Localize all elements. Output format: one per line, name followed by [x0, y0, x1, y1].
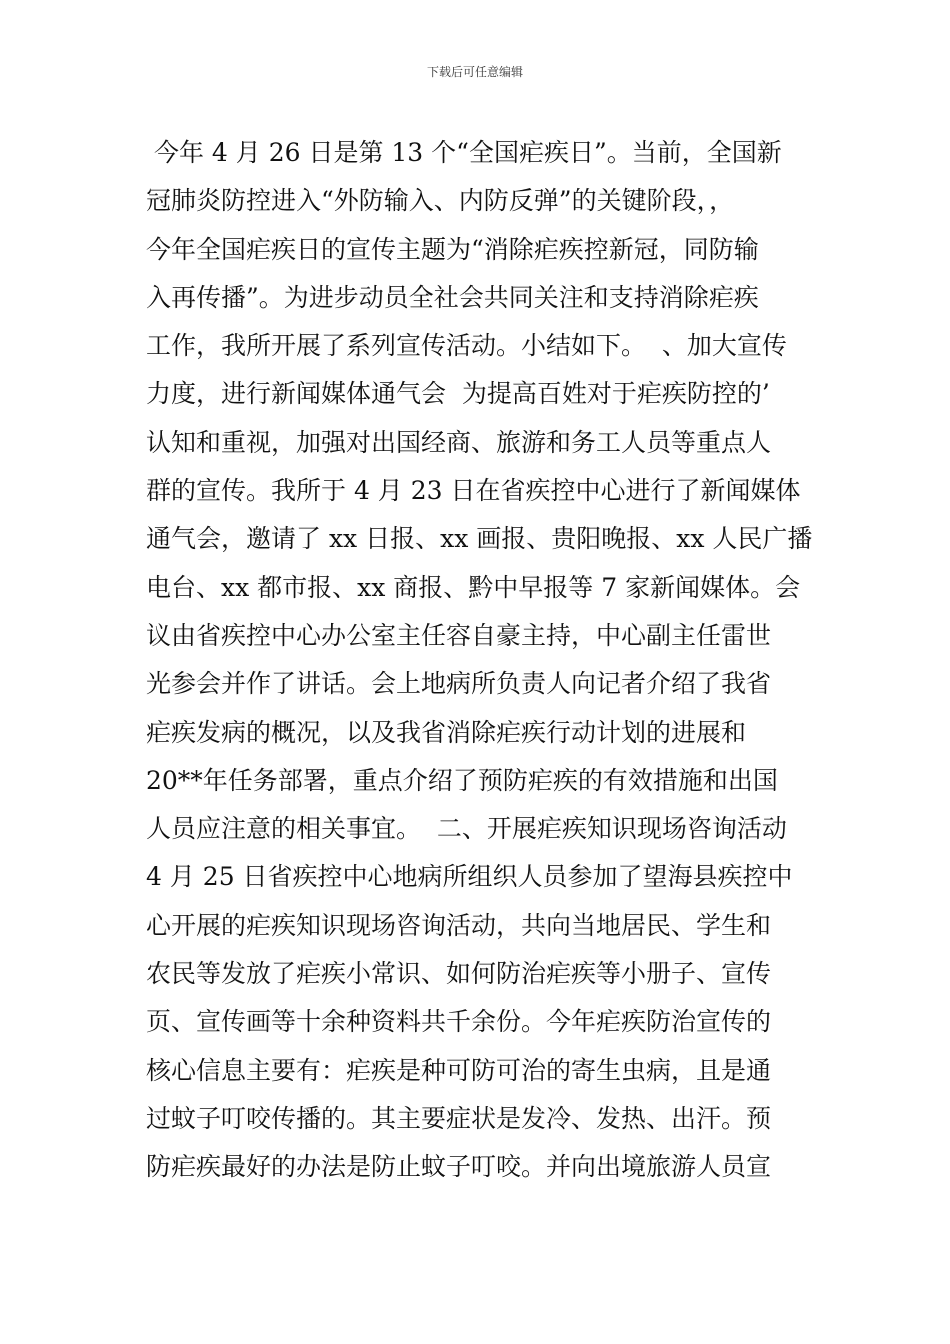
paragraph-line: 光参会并作了讲话。会上地病所负责人向记者介绍了我省 — [146, 669, 772, 699]
paragraph-line: 冠肺炎防控进入“外防输入、内防反弹”的关键阶段，， — [146, 186, 735, 216]
paragraph-line: 20**年任务部署，重点介绍了预防疟疾的有效措施和出国 — [146, 765, 778, 795]
paragraph-line: 力度，进行新闻媒体通气会 为提高百姓对于疟疾防控的’ — [146, 379, 770, 409]
page-header: 下载后可任意编辑 — [426, 65, 523, 79]
paragraph-line: 今年全国疟疾日的宣传主题为“消除疟疾控新冠，同防输 — [146, 234, 759, 264]
paragraph-line: 电台、xx 都市报、xx 商报、黔中早报等 7 家新闻媒体。会 — [146, 572, 801, 602]
paragraph-line: 群的宣传。我所于 4 月 23 日在省疾控中心进行了新闻媒体 — [146, 476, 801, 506]
paragraph-line: 人员应注意的相关事宜。 二、开展疟疾知识现场咨询活动 — [146, 814, 787, 844]
paragraph-line: 过蚊子叮咬传播的。其主要症状是发冷、发热、出汗。预 — [146, 1103, 772, 1133]
paragraph-line: 入再传播”。为进步动员全社会共同关注和支持消除疟疾 — [146, 282, 759, 312]
paragraph-line: 今年 4 月 26 日是第 13 个“全国疟疾日”。当前，全国新 — [146, 138, 782, 167]
paragraph-line: 农民等发放了疟疾小常识、如何防治疟疾等小册子、宣传 — [146, 959, 772, 989]
paragraph-line: 4 月 25 日省疾控中心地病所组织人员参加了望海县疾控中 — [146, 862, 793, 892]
paragraph-line: 页、宣传画等十余种资料共千余份。今年疟疾防治宣传的 — [146, 1007, 772, 1037]
paragraph-line: 疟疾发病的概况，以及我省消除疟疾行动计划的进展和 — [146, 717, 747, 747]
paragraph-line: 认知和重视，加强对出国经商、旅游和务工人员等重点人 — [146, 427, 772, 457]
paragraph-line: 通气会，邀请了 xx 日报、xx 画报、贵阳晚报、xx 人民广播 — [146, 524, 813, 554]
paragraph-line: 防疟疾最好的办法是防止蚊子叮咬。并向出境旅游人员宣 — [146, 1152, 772, 1182]
paragraph-line: 议由省疾控中心办公室主任容自豪主持，中心副主任雷世 — [146, 620, 772, 650]
paragraph-line: 心开展的疟疾知识现场咨询活动，共向当地居民、学生和 — [146, 910, 772, 940]
paragraph-line: 核心信息主要有：疟疾是种可防可治的寄生虫病，且是通 — [146, 1055, 772, 1085]
document-body — [146, 129, 813, 1192]
paragraph-line: 工作，我所开展了系列宣传活动。小结如下。 、加大宣传 — [146, 331, 787, 361]
